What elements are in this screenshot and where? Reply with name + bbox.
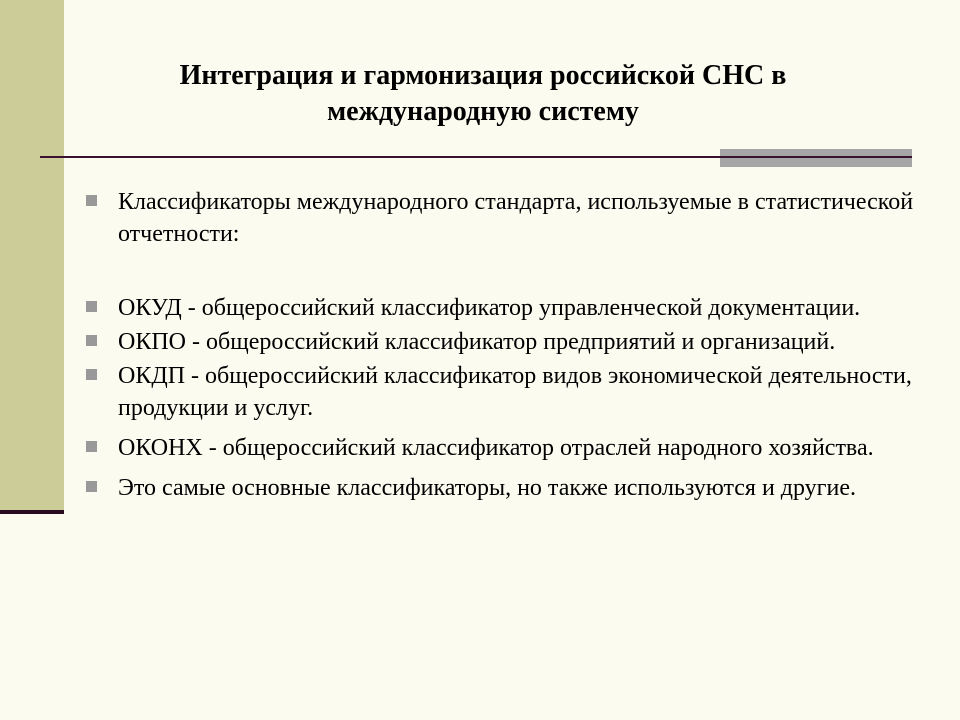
list-item: [84, 186, 924, 250]
list-item-text: ОКПО - общероссийский классификатор предприятий и организаций.: [118, 329, 836, 355]
slide-title-line-2: международную систему: [327, 96, 639, 127]
square-bullet-icon: [86, 335, 97, 346]
square-bullet-icon: [86, 441, 97, 452]
slide-title-line-1: Интеграция и гармонизация российской СНС в: [179, 60, 787, 91]
list-item-text: Классификаторы международного стандарта, используемые в статистической отчетности:: [118, 189, 914, 247]
left-decorative-band: [0, 0, 64, 512]
list-item-text: Это самые основные классификаторы, но также используются и другие.: [118, 475, 857, 501]
list-item-text: ОКДП - общероссийский классификатор видов экономической деятельности, продукции и услуг.: [118, 363, 912, 421]
list-item-text: ОКУД - общероссийский классификатор управленческой документации.: [118, 295, 861, 321]
title-accent-bar: [720, 149, 912, 167]
list-item: [84, 360, 924, 424]
slide-title: [64, 58, 902, 130]
square-bullet-icon: [86, 369, 97, 380]
square-bullet-icon: [86, 301, 97, 312]
list-item: [84, 432, 924, 464]
square-bullet-icon: [86, 481, 97, 492]
left-band-underline: [0, 510, 64, 514]
bullet-list: [84, 186, 924, 504]
list-item-text: ОКОНХ - общероссийский классификатор отраслей народного хозяйства.: [118, 435, 874, 461]
list-item: [84, 472, 924, 504]
list-item: [84, 326, 924, 358]
list-item: [84, 292, 924, 324]
title-accent-bar-line: [720, 156, 912, 158]
square-bullet-icon: [86, 195, 97, 206]
